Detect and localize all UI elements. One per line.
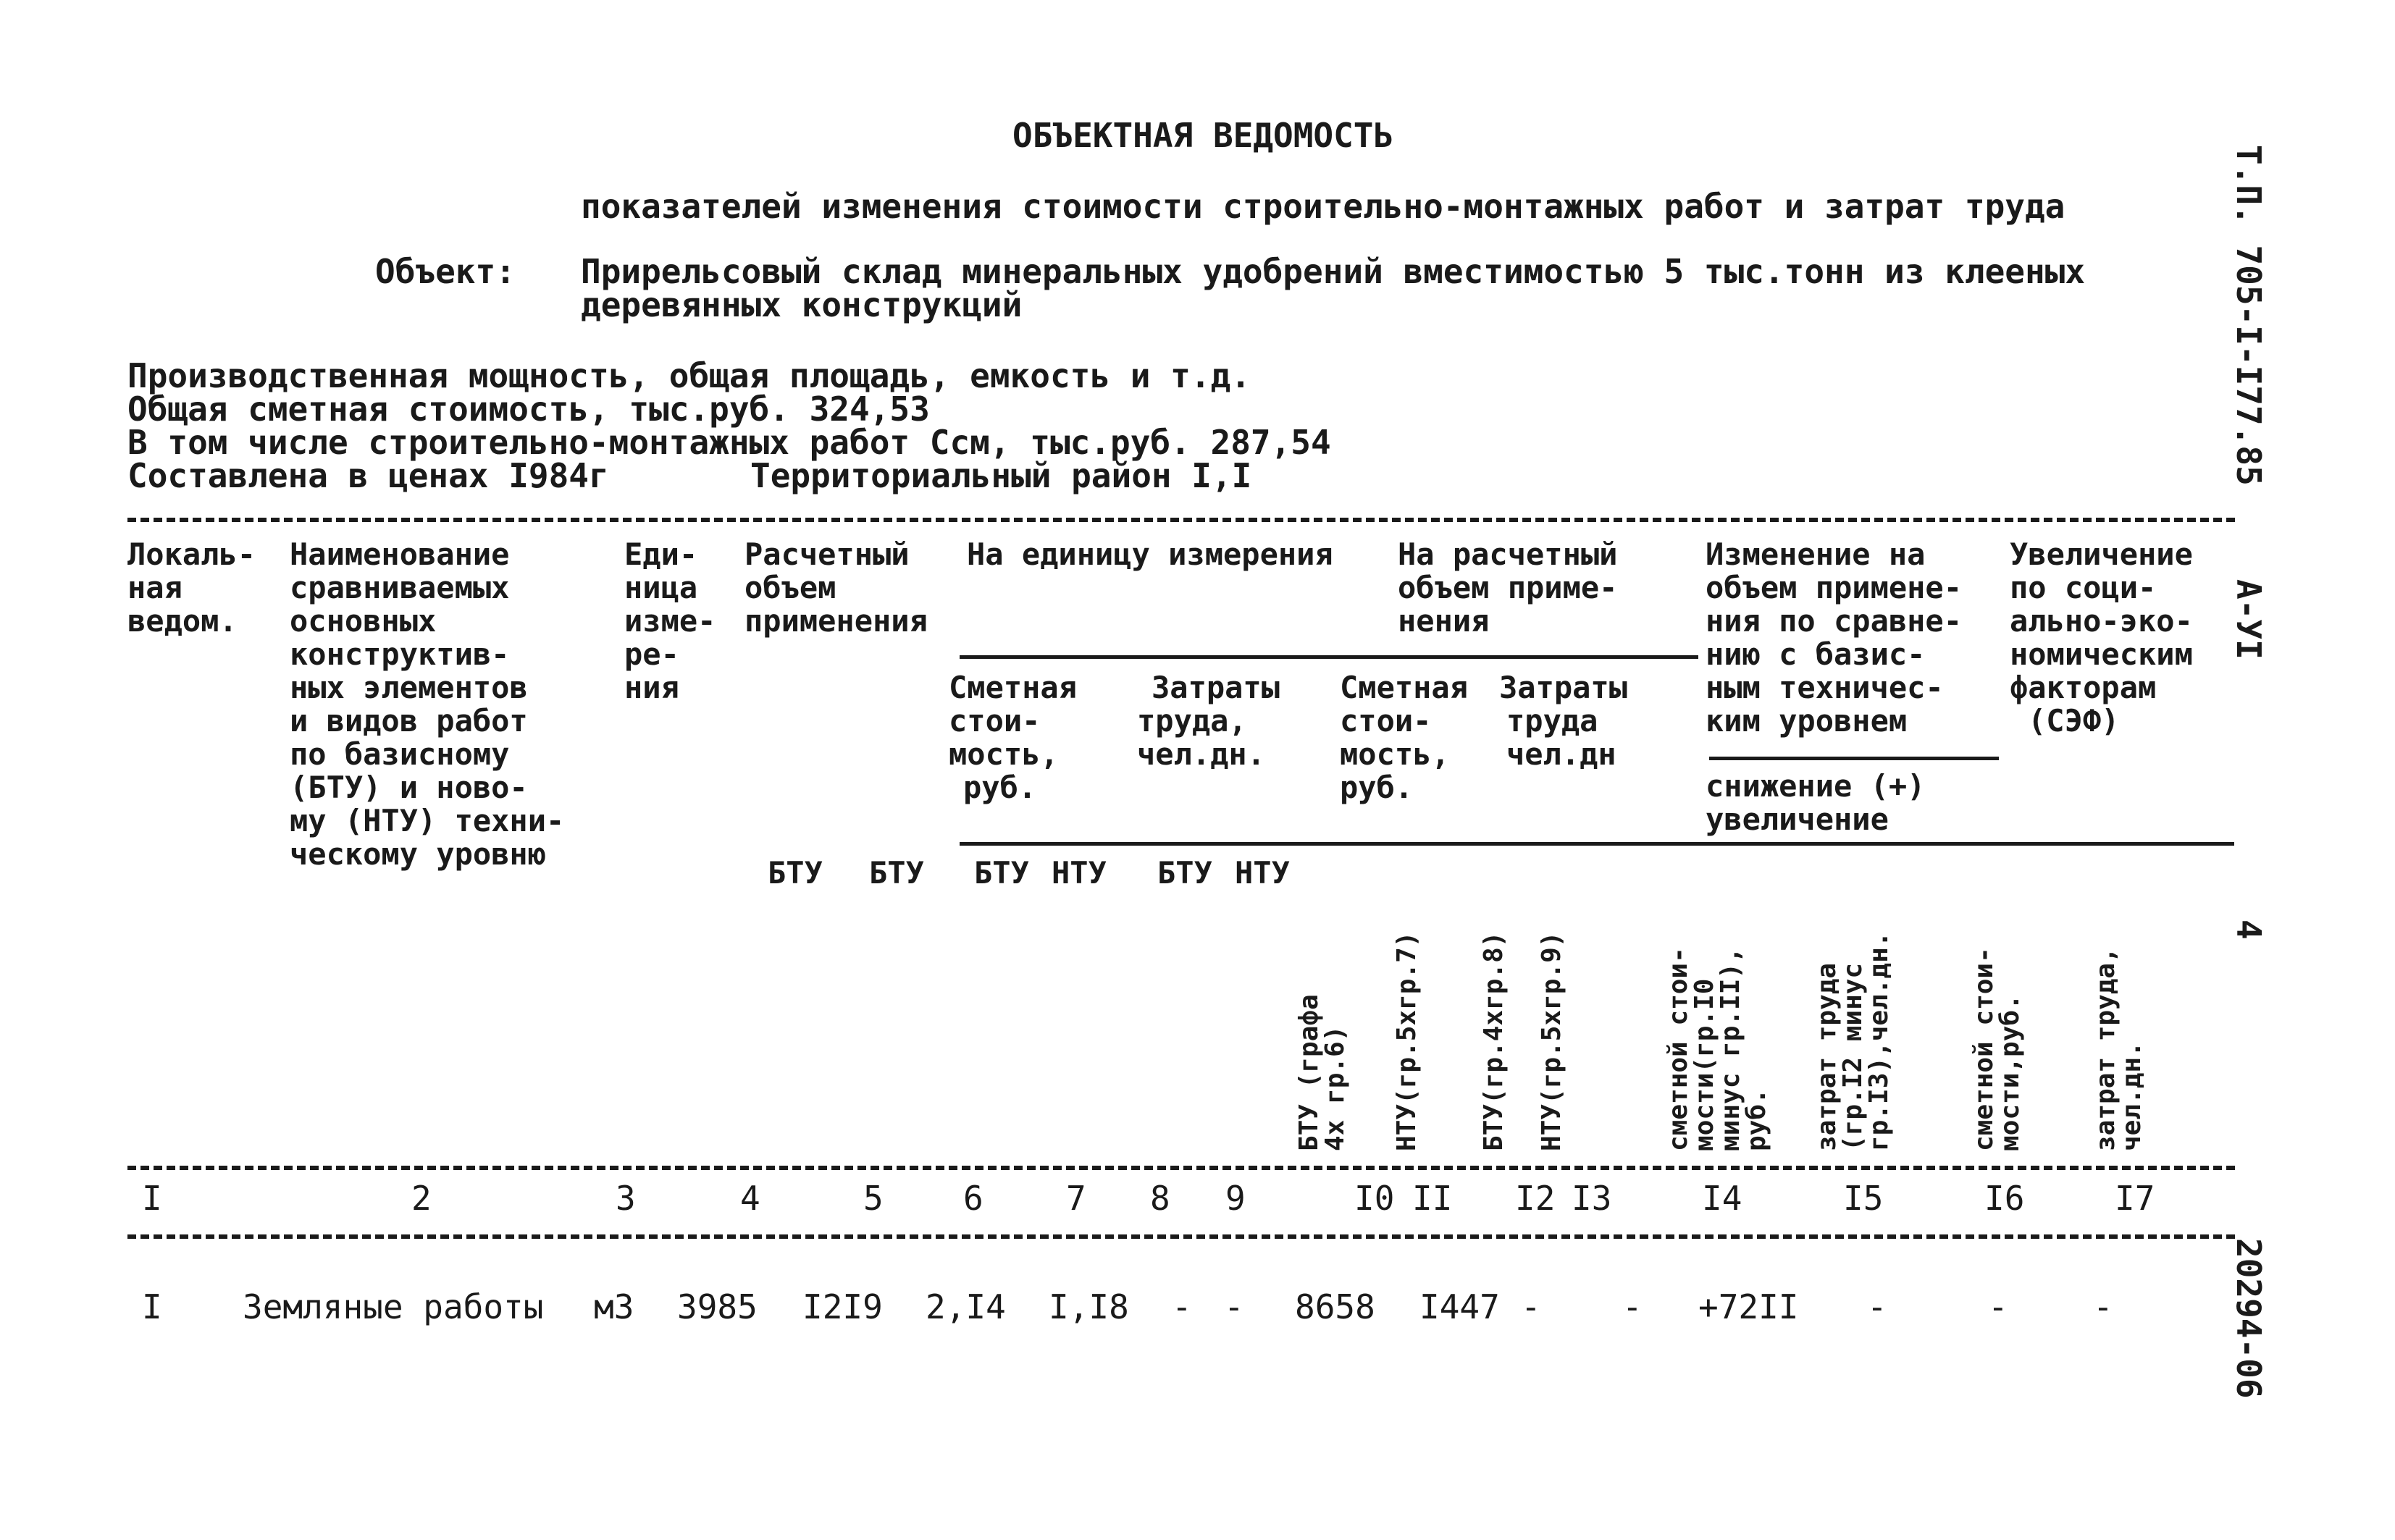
header-rule-change bbox=[1709, 757, 1999, 760]
header-col-12: БТУ(гр.4хгр.8) bbox=[1479, 931, 1509, 1151]
column-number: I6 bbox=[1984, 1179, 2025, 1218]
column-number: I7 bbox=[2115, 1179, 2155, 1218]
column-number: 8 bbox=[1150, 1179, 1170, 1218]
info-line-4b: Территориальный район I,I bbox=[750, 456, 1252, 495]
header-rule-main bbox=[960, 842, 2234, 846]
header-col-14: сметной стои- мости(гр.I0 минус гр.II), руб. bbox=[1664, 947, 1771, 1151]
column-number: 5 bbox=[863, 1179, 884, 1218]
column-number: 9 bbox=[1225, 1179, 1246, 1218]
cell-volume-btu: 3985 bbox=[677, 1287, 758, 1326]
object-label: Объект: bbox=[375, 252, 516, 291]
header-col-17: затрат труда, чел.дн. bbox=[2091, 947, 2147, 1151]
column-number: 7 bbox=[1066, 1179, 1086, 1218]
column-number-rule bbox=[127, 1234, 2235, 1239]
cell-unit: м3 bbox=[594, 1287, 634, 1326]
header-col-16: сметной стои- мости,руб. bbox=[1969, 947, 2025, 1151]
column-number: 2 bbox=[411, 1179, 432, 1218]
column-number: 3 bbox=[616, 1179, 636, 1218]
cell-calc-labor-ntu: - bbox=[1622, 1287, 1643, 1326]
header-col-10: БТУ (графа 4х гр.6) bbox=[1294, 994, 1350, 1151]
page-number: 4 bbox=[2229, 920, 2268, 940]
header-btu-5: БТУ bbox=[869, 855, 924, 891]
object-line-1: Прирельсовый склад минеральных удобрений вместимостью 5 тыс.тонн из клееных bbox=[581, 252, 2086, 291]
column-number: I2 bbox=[1515, 1179, 1556, 1218]
cell-sef-cost: - bbox=[1988, 1287, 2008, 1326]
column-number: II bbox=[1412, 1179, 1453, 1218]
header-ntu-9: НТУ bbox=[1235, 855, 1290, 891]
column-number: 4 bbox=[740, 1179, 760, 1218]
header-per-unit: На единицу измерения bbox=[967, 537, 1333, 572]
header-btu-4: БТУ bbox=[768, 855, 823, 891]
header-rule-units bbox=[960, 655, 1698, 659]
column-number: I3 bbox=[1572, 1179, 1612, 1218]
object-line-2: деревянных конструкций bbox=[581, 285, 1023, 324]
cell-calc-cost-ntu: I447 bbox=[1419, 1287, 1500, 1326]
cell-unit-labor-btu: - bbox=[1172, 1287, 1192, 1326]
header-col-11: НТУ(гр.5хгр.7) bbox=[1392, 931, 1422, 1151]
column-number: I bbox=[142, 1179, 162, 1218]
header-col-13: НТУ(гр.5хгр.9) bbox=[1537, 931, 1566, 1151]
column-number: 6 bbox=[963, 1179, 983, 1218]
column-number: I5 bbox=[1843, 1179, 1884, 1218]
cell-volume-ntu: I2I9 bbox=[802, 1287, 883, 1326]
inventory-number: 20294-06 bbox=[2229, 1238, 2268, 1399]
page-title: ОБЪЕКТНАЯ ВЕДОМОСТЬ bbox=[1012, 116, 1394, 155]
cell-sef-labor: - bbox=[2093, 1287, 2113, 1326]
cell-calc-labor-btu: - bbox=[1521, 1287, 1541, 1326]
cell-change-labor: - bbox=[1867, 1287, 1887, 1326]
info-line-2: Общая сметная стоимость, тыс.руб. 324,53 bbox=[127, 390, 930, 429]
info-line-3: В том числе строительно-монтажных работ Ссм, тыс.руб. 287,54 bbox=[127, 423, 1331, 462]
album-label: А-УI bbox=[2229, 579, 2268, 660]
column-number: I0 bbox=[1354, 1179, 1395, 1218]
header-btu-8: БТУ bbox=[1157, 855, 1212, 891]
header-ntu-7: НТУ bbox=[1052, 855, 1107, 891]
cell-change-cost: +72II bbox=[1698, 1287, 1799, 1326]
cell-work-name: Земляные работы bbox=[243, 1287, 544, 1326]
cell-unit-labor-ntu: - bbox=[1224, 1287, 1244, 1326]
info-line-1: Производственная мощность, общая площадь, емкость и т.д. bbox=[127, 356, 1251, 395]
info-line-4a: Составлена в ценах I984г bbox=[127, 456, 609, 495]
table-top-rule bbox=[127, 518, 2235, 522]
cell-unit-cost-ntu: I,I8 bbox=[1049, 1287, 1129, 1326]
column-number: I4 bbox=[1702, 1179, 1742, 1218]
header-col-15: затрат труда (гр.I2 минус гр.I3),чел.дн. bbox=[1812, 931, 1894, 1151]
cell-local-statement: I bbox=[142, 1287, 162, 1326]
page-subtitle: показателей изменения стоимости строительно-монтажных работ и затрат труда bbox=[581, 187, 2065, 226]
cell-unit-cost-btu: 2,I4 bbox=[926, 1287, 1006, 1326]
cell-calc-cost-btu: 8658 bbox=[1295, 1287, 1375, 1326]
table-header-bottom-rule bbox=[127, 1166, 2235, 1170]
header-btu-6: БТУ bbox=[974, 855, 1029, 891]
document-code: Т.П. 705-I-I77.85 bbox=[2229, 145, 2268, 486]
